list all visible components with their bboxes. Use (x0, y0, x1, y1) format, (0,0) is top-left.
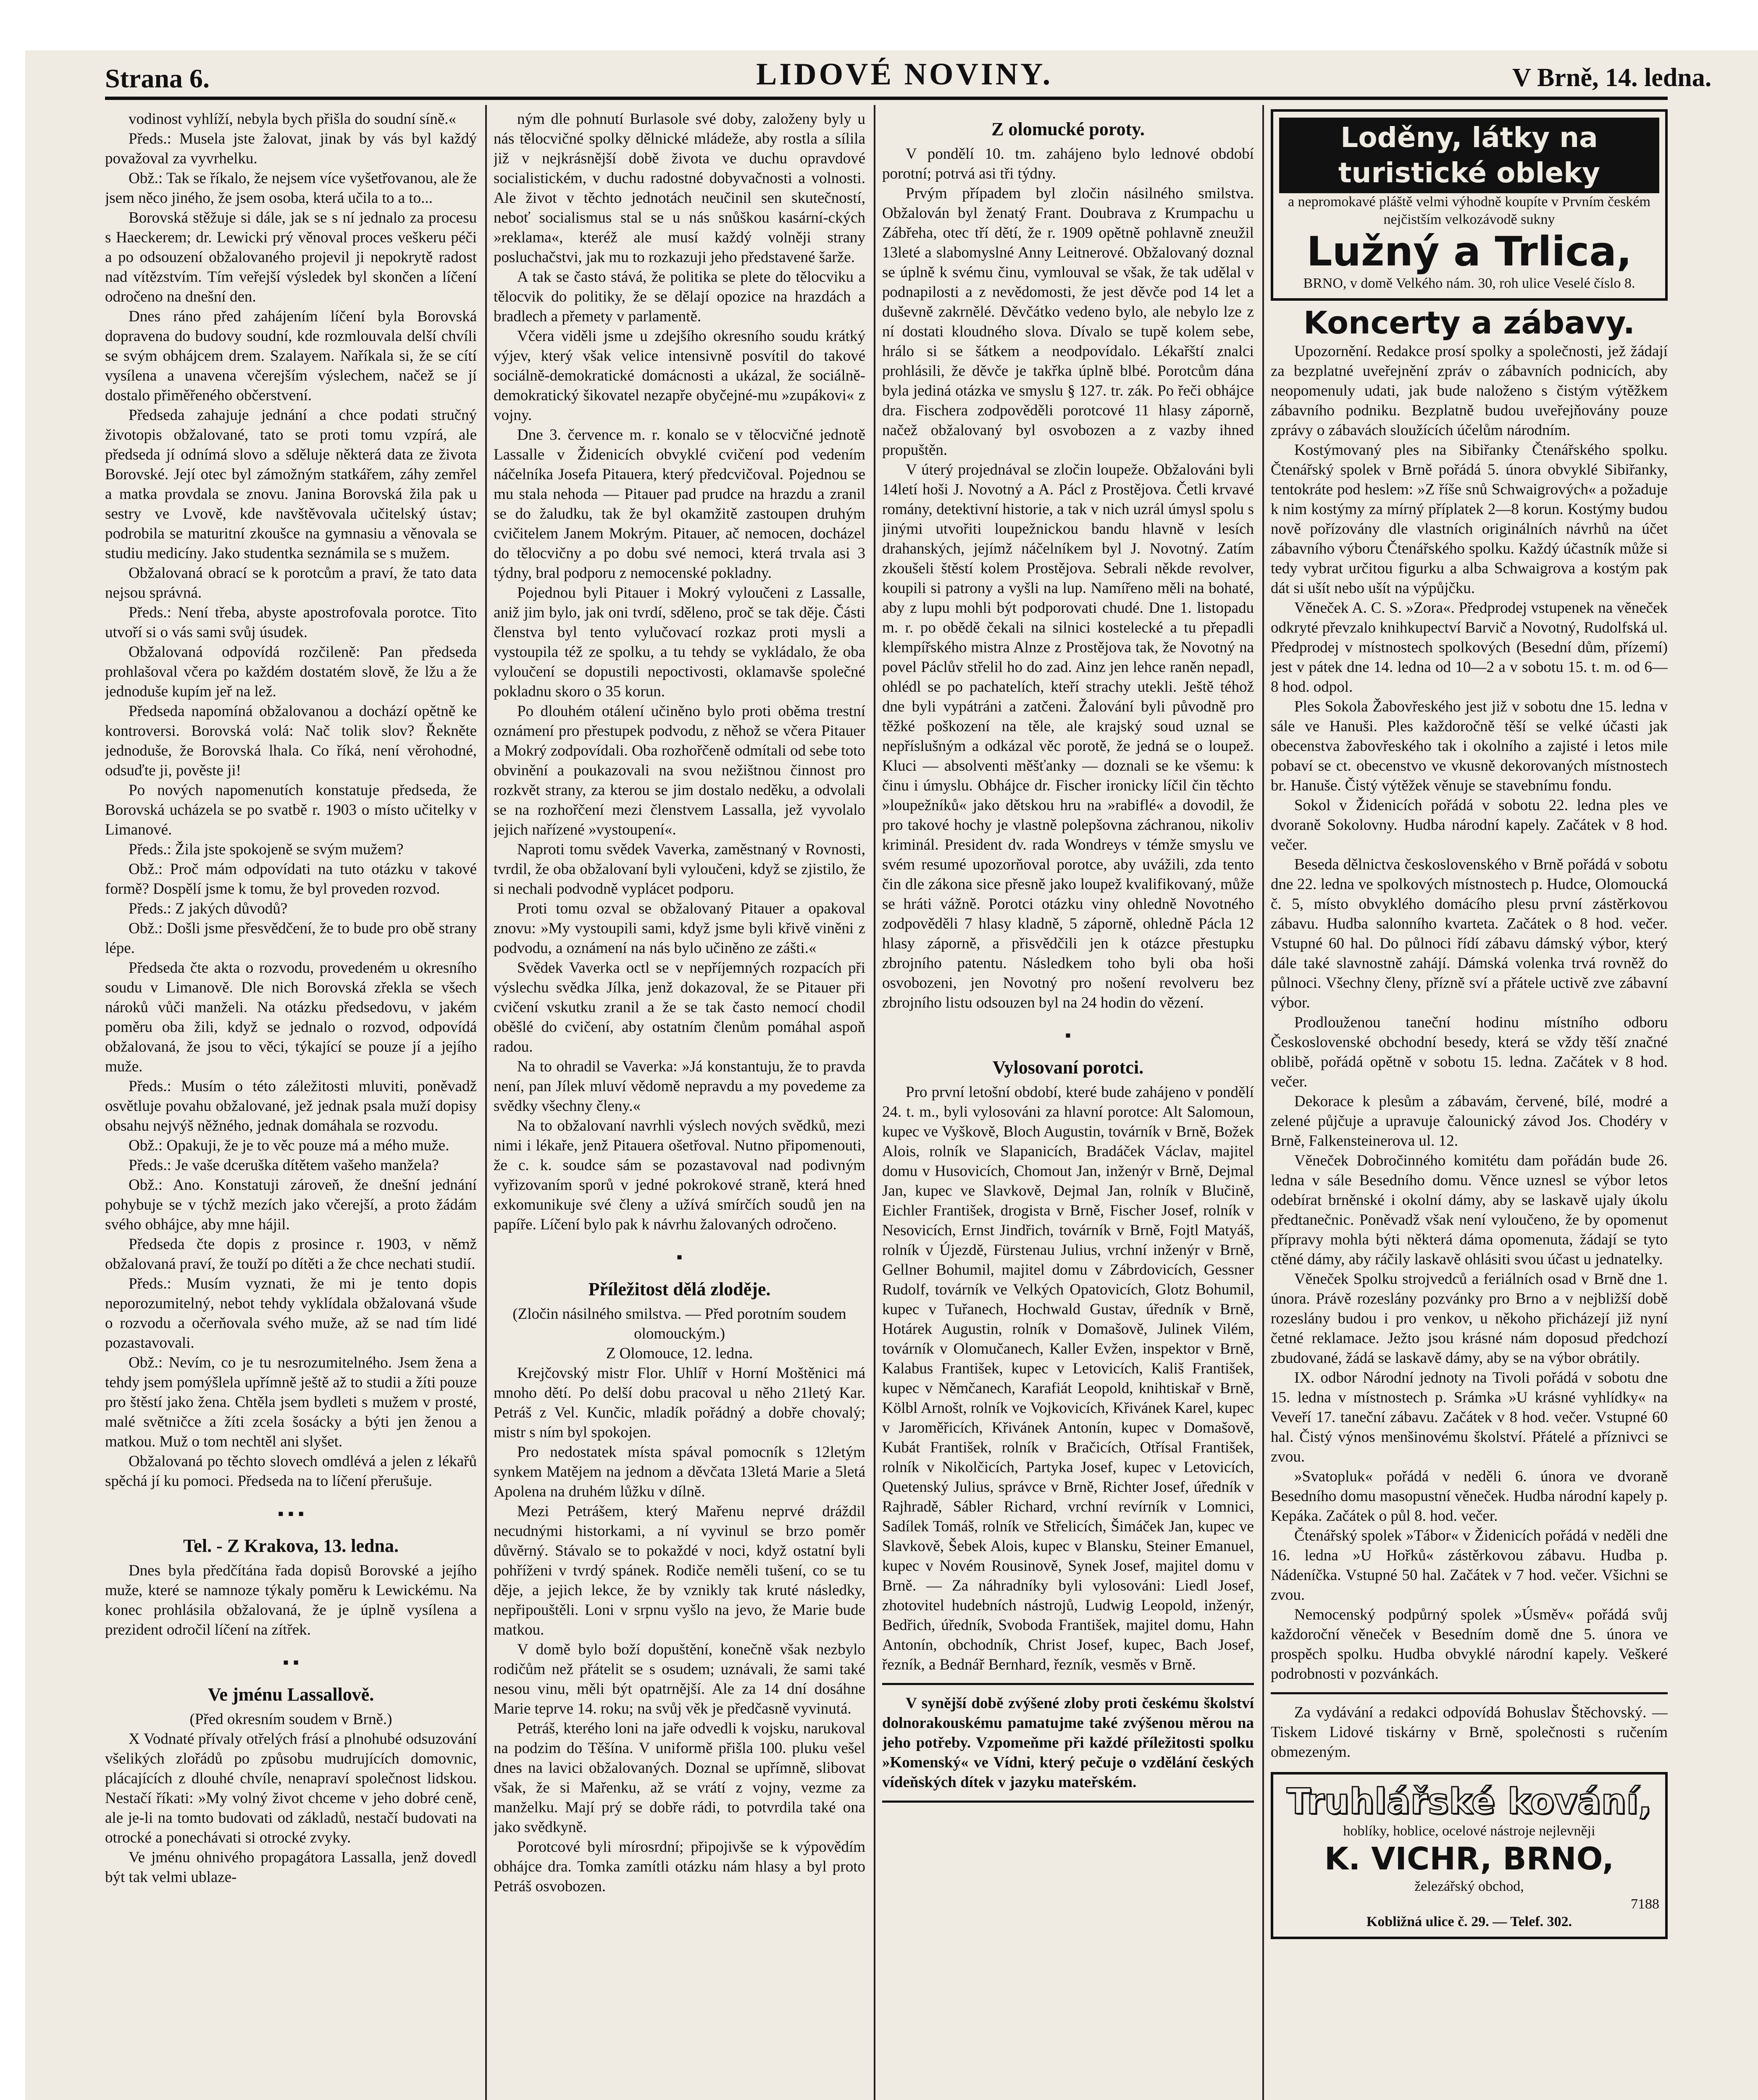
article-title: Vylosovaní porotci. (992, 1057, 1144, 1078)
paragraph: X Vodnaté přívaly otřelých frásí a plnohubé odsuzování všelikých zlořádů po způsobu mudrujících domovnic, plácajících z dlouhé chvíle, nenapraví společnost lidskou. Nestačí říkati: »My volný život chceme v jeho dobré ceně, ale je-li na tomto budovati od základů, nestačí budovati na otrocké a ponechávati si otrocké zvyky. (105, 1730, 477, 1846)
ad-title: Truhlářské kování, (1286, 1781, 1652, 1822)
ad-text: a nepromokavé pláště velmi výhodně koupíte v Prvním českém nejčistším velkozávodě sukny (1288, 194, 1650, 227)
paragraph: Upozornění. Redakce prosí spolky a společnosti, jež žádají za bezplatné uveřejnění zpráv o zábavních podnicích, aby neopomenuly udati, jak bude naloženo s čistým výtěžkem zábavního podniku. Bezplatně budou uveřejňovány pouze zprávy o zábavách sloužících účelům národním. (1271, 343, 1668, 439)
paragraph: Předs.: Musím o této záležitosti mluviti, poněvadž osvětluje povahu obžalované, jež jednak psala muží dopisy obsahu nejvýš něžného, jednak domáhala se rozvodu. (105, 1078, 477, 1134)
article-body (882, 144, 1254, 1013)
paragraph: Předs.: Žila jste spokojeně se svým mužem? (129, 841, 404, 858)
ad-address: BRNO, v domě Velkého nám. 30, roh ulice Veselé číslo 8. (1303, 276, 1635, 291)
ad-text: železářský obchod, (1414, 1879, 1524, 1894)
paragraph: Dnes byla předčítána řada dopisů Borovské a jejího muže, které se namnoze týkaly poměru k Lewickému. Na konec prohlásila obžalovaná, že je úplně vysílena a prezident odročil líčení na zítřek. (105, 1562, 477, 1638)
section-heading: Koncerty a zábavy. (1303, 305, 1635, 341)
paragraph: Pro první letošní období, které bude zahájeno v pondělí 24. t. m., byli vylosováni za hlavní porotce: Alt Salomoun, kupec ve Vyškově, Bloch Augustin, továrník v Brně, Božek Alois, rolník ve Slapanicích, Bradáček Václav, majitel domu v Husovicích, Chomout Jan, inženýr v Brně, Dejmal Jan, kupec ve Slavkově, Dejmal Jan, rolník v Blučině, Eichler František, drogista v Brně, Fischer Josef, rolník v Nesovicích, Ernst Jindřich, továrník v Brně, Fojtl Matyáš, rolník v Újezdě, Fürstenau Julius, vrchní inženýr v Brně, Gellner Bohumil, majitel domu v Zábrdovicích, Gessner Rudolf, továrník ve Velkých Opatovicích, Glotz Bohumil, kupec v Tuřanech, Hochwald Gustav, úředník v Brně, Hotárek Augustin, rolník v Domašově, Julinek Vilém, továrník v Olomučanech, Kaller Evžen, inspektor v Brně, Kalabus František, kupec v Letovicích, Kališ František, kupec v Němčanech, Karafiát Leopold, knihtiskař v Brně, Kölbl Arnošt, rolník ve Vojkovicích, Křivánek Karel, kupec v Jaroměřicích, Křivánek Antonín, kupec v Domašově, Kubát František, rolník v Bračicích, Otřísal František, rolník v Nikolčicích, Partyka Josef, kupec v Letovicích, Quetenský Julius, správce v Brně, Richter Josef, úředník v Rajhradě, Sábler Richard, vrchní revírník v Lomnici, Sadílek Tomáš, rolník ve Střelicích, Šimáček Jan, kupec ve Slavkově, Šebek Alois, kupec v Blansku, Steiner Emanuel, kupec v Novém Rousinově, Synek Josef, majitel domu v Brně. — Za náhradníky byli vylosováni: Liedl Josef, zhotovitel hudebních nástrojů, Ludwig Leopold, inženýr, Bedřich, úředník, Svoboda František, majitel domu, Hahn Antonín, obchodník, Christ Josef, kupec, Bach Josef, řezník, a Bednář Bernhard, řezník, vesměs v Brně. (882, 1084, 1254, 1673)
separator: ▪ (1065, 1026, 1071, 1045)
paragraph: Beseda dělnictva československého v Brně pořádá v sobotu dne 22. ledna ve spolkových místnostech p. Hudce, Olomoucká č. 5, místo obvyklého domácího plesu první zástěrkovou zábavu. Hudba salonního kvarteta. Začátek o 8 hod. večer. Vstupné 60 hal. Do půlnoci řídí zábavu dámský výbor, který dále také slavnostně zahájí. Dámská volenka trvá rovněž do půlnoci. Všechny členy, přízně sví a přátele uctivě zve zábavní výbor. (1271, 856, 1668, 1011)
paragraph: vodinost vyhlíží, nebyla bych přišla do soudní síně.« (129, 110, 456, 128)
article-title: Tel. - Z Krakova, 13. ledna. (183, 1536, 399, 1556)
paragraph: V pondělí 10. tm. zahájeno bylo lednové období porotní; potrvá asi tři týdny. (882, 145, 1254, 182)
paragraph: ným dle pohnutí Burlasole své doby, založeny byly u nás tělocvičné spolky dělnické mládeže, aby rostla a sílila již v nejkrásnější době života ve duchu opravdové socialistickém, v duchu radostné dobyvačnosti a volnosti. Ale život v těchto jednotách neučinil sen skutečností, neboť socialismus stal se u nás snůškou kasární-ckých »reklama«, kteréž ale musí každý volněji strany posluchačstvi, jak mu to rozkazuji jeho představené šarže. (494, 110, 865, 266)
paragraph: IX. odbor Národní jednoty na Tivoli pořádá v sobotu dne 15. ledna v místnostech p. Srámka »U krásné vyhlídky« na Veveří 17. taneční zábavu. Začátek v 8 hod. večer. Vstupné 60 hal. Čistý výnos menšinovému školství. Přátelé a příznivci se zvou. (1271, 1369, 1668, 1465)
paragraph: Předs.: Je vaše dceruška dítětem vašeho manžela? (129, 1157, 439, 1174)
article-body (105, 1561, 477, 1640)
paragraph: Včera viděli jsme u zdejšího okresního soudu krátký výjev, který však velice intensivně posvítil do takové sociálně-demokratické domácnosti a ukázal, že sociálně-demokratický šikovatel nezapře obyčejné-mu »zupákovi« z vojny. (494, 328, 865, 424)
divider (1271, 1692, 1668, 1694)
column-2 (494, 109, 865, 2100)
paragraph: Dnes ráno před zahájením líčení byla Borovská dopravena do budovy soudní, kde rozmlouvala delší chvíli se svým obhájcem drem. Szalayem. Naříkala si, že se cítí vysílena a unavena včerejším výslechem, načež se jí dostalo přiměřeného občerstvení. (105, 308, 477, 404)
paragraph: Prvým případem byl zločin násilného smilstva. Obžalován byl ženatý Frant. Doubrava z Krumpachu u Zábřeha, otec tří dětí, že r. 1909 opětně pohlavně zneužil 13leté a slabomyslné Anny Leitnerové. Obžalovaný doznal se úplně k svému činu, vymlouval se však, že tak udělal v podnapilosti a z nevědomosti, že jest děvče pod 14 let a duševně zakrnělé. Děvčátko vedeno bylo, ale nebylo lze z ní dostati kloudného slova. Dívalo se tupě kolem sebe, hrálo si se šátkem a neodpovídalo. Lékařští znalci prohlásili, že děvče je takřka úplně blbé. Porotcům dána byla jediná otázka ve smyslu § 127. tr. zák. Po řeči obhájce dra. Fischera zodpověděli porotcové 11 hlasy záporně, načež obžalovaný byl osvobozen a z vazby ihned propuštěn. (882, 185, 1254, 459)
paragraph: Obž.: Nevím, co je tu nesrozumitelného. Jsem žena a tehdy jsem pomýšlela upřímně ještě až to studii a žíti pouze pro štěstí jako žena. Chtěla jsem bydleti s mužem v prosté, malé světničce a žíti zcela šosácky a býti jen ženou a matkou. Muž o tom nechtěl ani slyšet. (105, 1354, 477, 1450)
paragraph: Obž.: Proč mám odpovídati na tuto otázku v takové formě? Dospělí jsme k tomu, že byl proveden rozvod. (105, 861, 477, 898)
column-rule (1262, 105, 1264, 2100)
paragraph: Po dlouhém otálení učiněno bylo proti oběma trestní oznámení pro přestupek podvodu, z něhož se včera Pitauer a Mokrý zodpovídali. Oba rozhořčeně odmítali od sebe toto obvinění a poukazovali na svou nežištnou činnost pro rozkvět strany, za kterou se jim dostalo neděku, a odvolali se na rozhořčení mezi členstvem Lassalla, jež vyvolalo jejich nařízené »vystoupení«. (494, 703, 865, 838)
paragraph: Obž.: Došli jsme přesvědčení, že to bude pro obě strany lépe. (105, 920, 477, 957)
paragraph: Pojednou byli Pitauer i Mokrý vyloučeni z Lassalle, aniž jim bylo, jak oni tvrdí, sděleno, proč se tak děje. Části členstva byl tento vylučovací rozkaz proti mysli a vystoupila též ze spolku, a tu tehdy se vykládalo, že oba vyloučení se dopustili nepoctivosti, oklamavše společné pokladnu skoro o 35 korun. (494, 584, 865, 700)
ad-address: Kobližná ulice č. 29. — Telef. 302. (1366, 1914, 1572, 1929)
school-notice: V synější době zvýšené zloby proti českému školství dolnorakouskému pamatujme také zvýšenou měrou na jeho potřeby. Vzpomeňme při každé příležitosti spolku »Komenský« ve Vídni, který pečuje o vzdělání českých vídeňských dítek v jazyku mateřském. (882, 1695, 1254, 1791)
column-rule (874, 105, 875, 2100)
paragraph: Svědek Vaverka octl se v nepříjemných rozpacích při výslechu svědka Jílka, jenž dokazoval, že se Pitauer při cvičení vskutku zranil a že se tak často nemocí chodil oběšlé do cvičení, aby ostatním členům pomáhal aspoň radou. (494, 959, 865, 1055)
column-rule (485, 105, 487, 2100)
separator: ▪ ▪ ▪ (278, 1504, 304, 1523)
paragraph: V úterý projednával se zločin loupeže. Obžalováni byli 14letí hoši J. Novotný a A. Pácl z Prostějova. Četli krvavé romány, detektivní historie, a tak v nich uzrál úmysl spolu s jinými utvořiti loupežnickou bandu hlavně v lesích drahanských, jejímž náčelníkem byl J. Novotný. Zatím zkoušeli štěstí kolem Prostějova. Sebrali někde revolver, koupili si patrony a vyšli na lup. Namířeno měli na bohaté, aby z lupu mohli být podporovati chudé. Dne 1. listopadu m. r. po obědě čekali na silnici kostelecké a tu přepadli klempířského mistra Alnze z Prostějova tak, že Novotný na povel Páclův střelil ho do zad. Ainz jen lehce raněn nepadl, ohlédl se po pachatelích, kteří strachy utekli. Ještě téhož dne byli vypátráni a zatčeni. Žalování byli původně pro těžké poškození na těle, ale krajský soud uznal se nepříslušným a odkázal věc porotě, že jedná se o loupež. Kluci — absolventi měšťanky — doznali se ke všemu: k činu i úmyslu. Obhájce dr. Fischer ironicky líčil čin těchto »loupežníků« jako dětskou hru na »rabiflé« a dovodil, že pro takové hochy je vlastně polepšovna záchranou, nikoliv kriminál. President dv. rada Wondreys v témže smyslu ve svém resumé upozorňoval porotce, aby uvážili, zda tento čin dle zákona sice přesně jako loupež kvalifikovaný, může se hráti vážně. Porotci otázku viny ohledně Novotného zodpověděli 7 hlasy kladně, 5 záporně, ohledně Pácla 12 hlasy záporně, a přisvědčili jen k otázce přestupku zbrojního patentu. Následkem toho byli oba hoši osvobozeni, jen Novotný pro nošení revolveru bez zbrojního listu odsouzen byl na 24 hodin do vězení. (882, 461, 1254, 1011)
article-body (882, 1082, 1254, 1675)
paragraph: Na to obžalovaní navrhli výslech nových svědků, mezi nimi i lékaře, jenž Pitauera ošetřoval. Nutno připomenouti, že c. k. soudce sám se pozastavoval nad podivným vyřizovaním sporů v jedné pokrokové straně, která hned exkomunikuje své členy a užívá smírčích soudů jen na papíře. Líčení bylo pak k návrhu žalovaných odročeno. (494, 1117, 865, 1233)
paragraph: Obžalovaná obrací se k porotcům a praví, že tato data nejsou správná. (105, 564, 477, 601)
paragraph: Nemocenský podpůrný spolek »Úsměv« pořádá svůj každoroční věneček v Besedním domě dne 5. února ve prospěch spolku. Hudba obvyklé národní kapely. Veškeré podrobnosti v pozvánkách. (1271, 1606, 1668, 1683)
paragraph: Předseda zahajuje jednání a chce podati stručný životopis obžalované, tato se proti tomu vzpírá, ale předseda jí odnímá slovo a sděluje některá data ze života Borovské. Její otec byl zámožným statkářem, záhy zemřel a matka provdala se znovu. Janina Borovská žila pak u sestry ve Lvově, kde navštěvovala učitelský ústav; podrobila se maturitní zkoušce na gymnasiu a věnovala se studiu medicíny. Jako studentka seznámila se s mužem. (105, 407, 477, 562)
paragraph: Proti tomu ozval se obžalovaný Pitauer a opakoval znovu: »My vystoupili sami, když jsme byli křivě viněni z podvodu, a oznámení na nás bylo učiněno ze zášti.« (494, 900, 865, 957)
paragraph: »Svatopluk« pořádá v neděli 6. února ve dvoraně Besedního domu masopustní věneček. Hudba národní kapely p. Kepáka. Začátek o půl 8. hod. večer. (1271, 1468, 1668, 1525)
article-title: Z olomucké poroty. (991, 119, 1145, 139)
article-borovska-body (105, 109, 477, 1491)
paragraph: Věneček Spolku strojvedců a feriálních osad v Brně dne 1. února. Právě rozeslány pozvánky pro Brno a v nejbližší době rozeslány budou i pro venkov, u někoho přicházejí již nyní četné reklamace. Ježto jsou krásné nám doposud předchozí zbudované, žádá se laskavě dámy, aby se na výbor obrátily. (1271, 1270, 1668, 1367)
separator: ▪ (676, 1247, 683, 1266)
paragraph: Předs.: Z jakých důvodů? (129, 900, 288, 917)
paragraph: Naproti tomu svědek Vaverka, zaměstnaný v Rovnosti, tvrdil, že oba obžalovaní byli vyloučeni, když se zjistilo, že si nechali podvodně vyplácet podporu. (494, 841, 865, 898)
paragraph: Krejčovský mistr Flor. Uhlíř v Horní Moštěnici má mnoho dětí. Po delší dobu pracoval u něho 21letý Kar. Petráš z Vel. Kunčic, mladík pořádný a dobře chovalý; mistr s ním byl spokojen. (494, 1365, 865, 1441)
paragraph: A tak se často stává, že politika se plete do tělocviku a tělocvik do politiky, že se dělají opozice na hrazdách a bradlech a přemety v parlamentě. (494, 268, 865, 325)
paragraph: Ve jménu ohnivého propagátora Lassalla, jenž dovedl být tak velmi ublaze- (105, 1849, 477, 1886)
article-dateline: Z Olomouce, 12. ledna. (606, 1345, 753, 1362)
paragraph: Prodlouženou taneční hodinu místního odboru Československé obchodní besedy, která se vždy těší značné oblibě, pořádá opětně v sobotu 15. ledna. Začátek v 8 hod. večer. (1271, 1014, 1668, 1090)
divider (882, 1801, 1254, 1803)
paragraph: Dekorace k plesům a zábavám, červené, bílé, modré a zelené půjčuje a upravuje čalounický závod Jos. Chodéry v Brně, Falkensteinerova ul. 12. (1271, 1093, 1668, 1150)
dateline: V Brně, 14. ledna. (1512, 63, 1712, 92)
paragraph: Po nových napomenutích konstatuje předseda, že Borovská ucházela se po svatbě r. 1903 o místo učitelky v Limanové. (105, 782, 477, 838)
concerts-listings (1271, 341, 1668, 1684)
paragraph: Věneček A. C. S. »Zora«. Předprodej vstupenek na věneček odkryté převzalo knihkupectví Barvič a Novotný, Rudolfská ul. Předprodej v místnostech spolkových (Besední dům, přízemí) jest v pátek dne 14. ledna od 10—2 a v sobotu 15. t. m. od 6—8 hod. odpol. (1271, 599, 1668, 696)
ad-firm-name: K. VICHR, BRNO, (1324, 1841, 1614, 1877)
paragraph: Předseda čte akta o rozvodu, provedeném u okresního soudu v Limanově. Dle nich Borovská zřekla se všech nároků vůči manželi. Na otázku předsedovu, v jakém poměru oba žili, když se jednalo o rozvod, odpovídá obžalovaná, že jsou to věci, týkající se pouze jí a jejího muže. (105, 959, 477, 1075)
page-number: Strana 6. (105, 63, 210, 93)
ad-code: 7188 (1631, 1896, 1659, 1912)
paragraph: Věneček Dobročinného komitétu dam pořádán bude 26. ledna v sále Besedního domu. Věnce uznesl se výbor letos odebírat brněnské i okolní dámy, aby se laskavě ujaly úkolu předtanečnic. Poněvadž však není vyloučeno, že by opomenut přípravy mohla býti některá dáma opomenuta, žádají se tyto ctěné dámy, aby ráčily laskavě ohlásiti svou účast u jednatelky. (1271, 1152, 1668, 1268)
paragraph: Kostýmovaný ples na Sibiřanky Čtenářského spolku. Čtenářský spolek v Brně pořádá 5. února obvyklé Sibiřanky, tentokráte pod heslem: »Z říše snů Schwaigrových« a požaduje k nim kostýmy za mírný příplatek 2—8 korun. Kostýmy budou nově pořízovány dle vlastních originálních návrhů na účet zábavního výboru Čtenářského spolku. Každý účastník může si tedy vybrat určitou figurku a alba Schwaigrova a kostým pak dát si ušít nebo ušít na výpůjčku. (1271, 441, 1668, 597)
paragraph: Předseda čte dopis z prosince r. 1903, v němž obžalovaná praví, že touží po dítěti a že chce nechati studií. (105, 1236, 477, 1273)
paragraph: Sokol v Židenicích pořádá v sobotu 22. ledna ples ve dvoraně Sokolovny. Hudba národní kapely. Začátek v 8 hod. večer. (1271, 797, 1668, 853)
paragraph: Petráš, kterého loni na jaře odvedli k vojsku, narukoval na podzim do Těšína. V uniformě přišla 100. pluku vešel dnes na lavici obžalovaných. Doznal se upřímně, slibovat však, že si Mařenku, až se vrátí z vojny, vezme za manželku. Mají prý se dobře rádi, to potvrdila také ona jako svědkyně. (494, 1720, 865, 1836)
paragraph: Borovská stěžuje si dále, jak se s ní jednalo za procesu s Haeckerem; dr. Lewicki prý věnoval proces veškeru péči a po odsouzení obžalovaného projevil ji nepokrytě radost nad vítězstvím. Tím veřejší výsledek byl skončen a líčení odročeno na dnešní den. (105, 209, 477, 305)
paragraph: Čtenářský spolek »Tábor« v Židenicích pořádá v neděli dne 16. ledna »U Hořků« zástěrkovou zábavu. Hudba p. Nádeníčka. Vstupné 50 hal. Začátek v 7 hod. večer. Všichni se zvou. (1271, 1527, 1668, 1604)
column-4 (1271, 109, 1668, 2100)
header-rule (105, 97, 1668, 100)
paragraph: Na to ohradil se Vaverka: »Já konstantuju, že to pravda není, pan Jílek mluví vědomě nepravdu a my povedeme za svědky všechny členy.« (494, 1058, 865, 1115)
advertisement-luzny (1271, 109, 1668, 301)
divider (882, 1683, 1254, 1685)
paragraph: Obž.: Tak se říkalo, že nejsem více vyšetřovanou, ale že jsem něco jiného, že jsem osoba, která učila to a to... (105, 170, 477, 207)
article-title: Příležitost dělá zloděje. (588, 1279, 771, 1299)
paragraph: Ples Sokola Žabovřeského jest již v sobotu dne 15. ledna v sále ve Hanuši. Ples každoročně těší se velké účasti jak obecenstva žabovřeského tak i okolního a zajisté i letos mile pobaví se ct. obecenstvo ve vkusně dekorovaných místnostech br. Hanuše. Čistý výtěžek věnuje se stavebnímu fondu. (1271, 698, 1668, 794)
ad-firm-name: Lužný a Trlica, (1306, 228, 1632, 275)
separator: ▪ ▪ (283, 1653, 299, 1672)
paragraph: Předseda napomíná obžalovanou a dochází opětně ke kontroversi. Borovská volá: Nač tolik slov? Řekněte jednoduše, že Borovská lhala. Co říká, není věrohodné, odsuďte ji, pověste ji! (105, 703, 477, 779)
article-body (105, 1729, 477, 1887)
ad-text: hoblíky, hoblice, ocelové nástroje nejlevněji (1343, 1823, 1595, 1839)
paragraph: Předs.: Musím vyznati, že mi je tento dopis neporozumitelný, nebot tehdy vyklídala obžalovaná všude o rozvodu a očerňovala svého muže, až se nad tím lidé pozastavovali. (105, 1275, 477, 1352)
paragraph: Předs.: Není třeba, abyste apostrofovala porotce. Tito utvoří si o vás sami svůj úsudek. (105, 604, 477, 641)
paragraph: Obž.: Opakuji, že je to věc pouze má a mého muže. (129, 1137, 449, 1154)
paragraph: V domě bylo boží dopuštění, konečně však nezbylo rodičům než přátelit se s osudem; uznávali, že sami také nesou vinu, měli být opatrnější. Ale za 14 dní dosáhne Marie teprve 14. roku; na svůj věk je předčasně vyvinutá. (494, 1641, 865, 1717)
advertisement-vichr (1271, 1772, 1668, 1939)
article-title: Ve jménu Lassallově. (208, 1684, 374, 1705)
paragraph: Obžalovaná odpovídá rozčileně: Pan předseda prohlašoval včera po každém dostatém slově, že lžu a že jednoduše kupím jeř na lež. (105, 643, 477, 700)
imprint: Za vydávání a redakci odpovídá Bohuslav Štěchovský. — Tiskem Lidové tiskárny v Brně, společnosti s ručením obmezeným. (1271, 1704, 1668, 1761)
paragraph: Předs.: Musela jste žalovat, jinak by vás byl každý považoval za vyvrhelku. (105, 130, 477, 167)
article-subtitle: (Zločin násilného smilstva. — Před porotním soudem olomouckým.) (512, 1305, 846, 1342)
column-3 (882, 109, 1254, 2100)
article-lassalle-body (494, 109, 865, 1234)
article-subtitle: (Před okresním soudem v Brně.) (189, 1711, 392, 1728)
paragraph: Pro nedostatek místa spával pomocník s 12letým synkem Matějem na jednom a děvčata 13letá Marie a 5letá Apolena na druhém lůžku v dílně. (494, 1444, 865, 1500)
paragraph: Mezi Petrášem, který Mařenu neprvé dráždil necudnými historkami, a ní vyvinul se brzo poměr důvěrný. Stávalo se to pokaždé v noci, když ostatní byli pohříženi v tvrdý spánek. Rodiče neměli tušení, co se tu děje, a jejich lekce, že by vznikly tak kruté následky, nepřipouštěli. Loni v srpnu vyšlo na jevo, že Marie bude matkou. (494, 1503, 865, 1638)
paragraph: Dne 3. července m. r. konalo se v tělocvičné jednotě Lassalle v Židenicích obvyklé cvičení pod vedením náčelníka Josefa Pitauera, který předcvičoval. Pojednou se mu stala nehoda — Pitauer pad prudce na hrazdu a zranil se do žaludku, tak že byl okamžitě zastoupen druhým cvičitelem Janem Mokrým. Pitauer, ač nemocen, docházel do tělocvičny a po dobu své nemoci, která trvala asi 3 týdny, bral podporu z nemocenské pokladny. (494, 426, 865, 582)
ad-title: Loděny, látky na turistické obleky (1279, 118, 1659, 193)
column-1 (105, 109, 477, 2100)
paragraph: Porotcové byli mírosrdní; připojivše se k výpovědím obhájce dra. Tomka zamítli otázku nám hlasy a byl proto Petráš osvobozen. (494, 1838, 865, 1895)
article-body (494, 1363, 865, 1896)
paragraph: Obžalovaná po těchto slovech omdlévá a jelen z lékařů spěchá jí ku pomoci. Předseda na to líčení přerušuje. (105, 1453, 477, 1490)
masthead: LIDOVÉ NOVINY. (756, 57, 1053, 92)
paragraph: Obž.: Ano. Konstatuji zároveň, že dnešní jednání pohybuje se v týchž mezích jako včerejší, a proto žádám svého obhájce, aby mne hájil. (105, 1176, 477, 1233)
